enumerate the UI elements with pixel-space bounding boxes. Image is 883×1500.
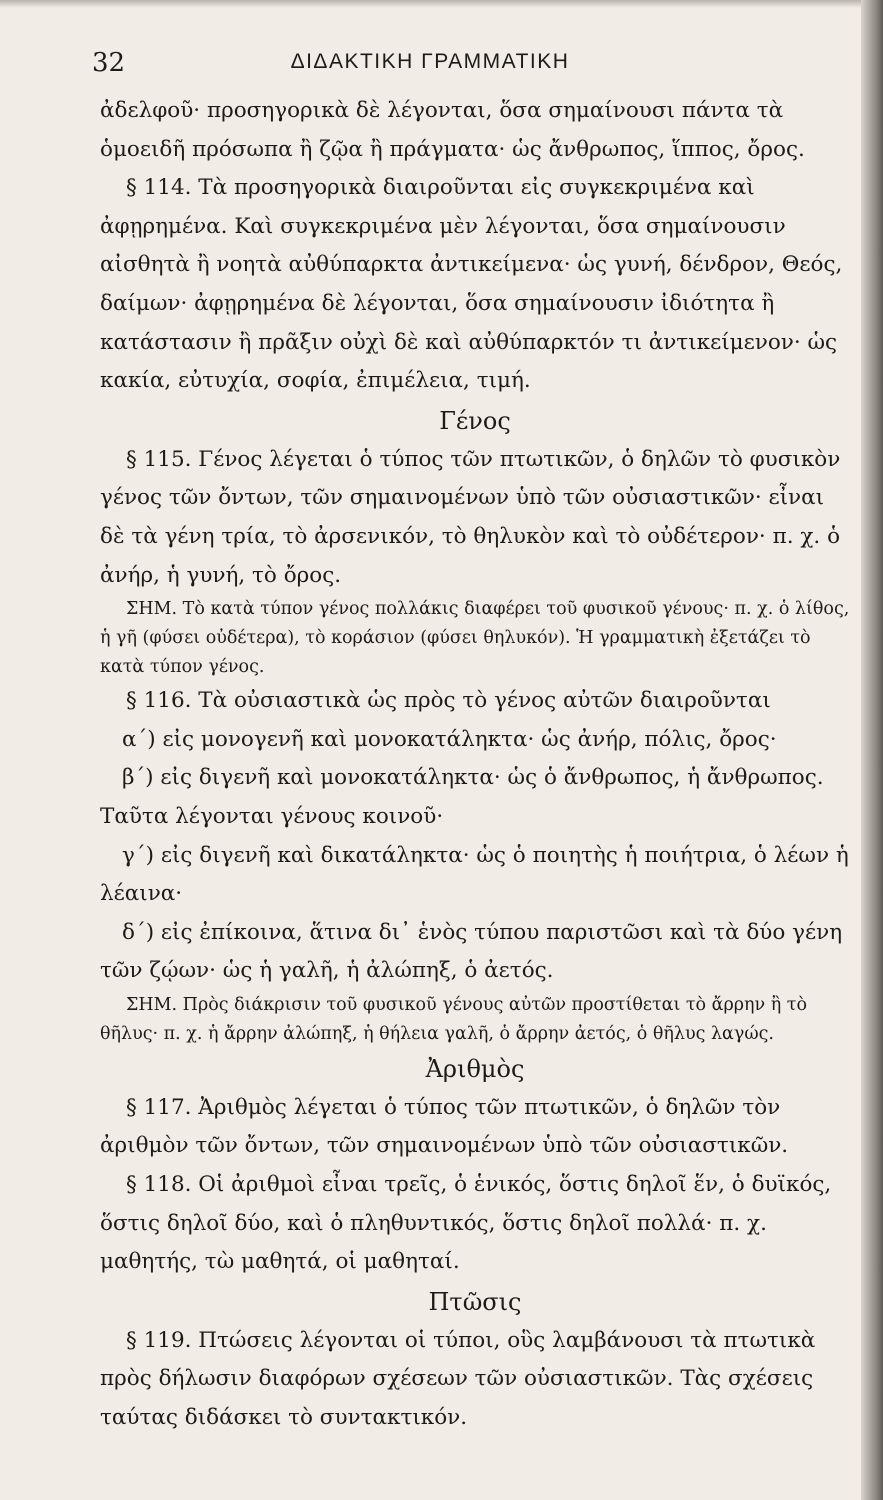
section-116-alpha: α΄) εἰς μονογενῆ καὶ μονοκατάληκτα· ὡς ἀνήρ, πόλις, ὄρος· [122, 726, 777, 752]
section-115: § 115. Γένος λέγεται ὁ τύπος τῶν πτωτικῶν, ὁ δηλῶν τὸ φυσικὸν γένος τῶν ὄντων, τῶν σημαινομένων ὑπὸ τῶν οὐσιαστικῶν· εἶναι δὲ τὰ γένη τρία, τὸ ἀρσενικόν, τὸ θηλυκὸν καὶ τὸ οὐδέτερον· π. χ. ὁ ἀνήρ, ἡ γυνή, τὸ ὄρος. [100, 446, 848, 588]
page-number: 32 [92, 48, 126, 78]
section-116: § 116. Τὰ οὐσιαστικὰ ὡς πρὸς τὸ γένος αὐτῶν διαιροῦνται [126, 688, 771, 714]
note-116: ΣΗΜ. Πρὸς διάκρισιν τοῦ φυσικοῦ γένους αὐτῶν προστίθεται τὸ ἄρρην ἢ τὸ θῆλυς· π. χ. ἡ ἄρρην ἀλώπηξ, ἡ θήλεια γαλῆ, ὁ ἄρρην ἀετός, ὁ θῆλυς λαγώς. [100, 994, 813, 1044]
section-116-gamma: γ΄) εἰς διγενῆ καὶ δικατάληκτα· ὡς ὁ ποιητὴς ἡ ποιήτρια, ὁ λέων ἡ λέαινα· [100, 842, 856, 907]
heading-genos: Γένος [439, 406, 511, 435]
running-title: ΔΙΔΑΚΤΙΚΗ ΓΡΑΜΜΑΤΙΚΗ [290, 50, 570, 73]
section-116-delta: δ΄) εἰς ἐπίκοινα, ἅτινα δι᾽ ἑνὸς τύπου παριστῶσι καὶ τὰ δύο γένη τῶν ζῴων· ὡς ἡ γαλῆ, ἡ ἀλώπηξ, ὁ ἀετός. [100, 919, 849, 984]
heading-ptosis: Πτῶσις [428, 1287, 522, 1316]
page-top-shadow [0, 0, 883, 8]
page-binding-shadow [861, 0, 883, 1500]
page-body [100, 92, 856, 1438]
section-119: § 119. Πτώσεις λέγονται οἱ τύποι, οὓς λαμβάνουσι τὰ πτωτικὰ πρὸς δήλωσιν διαφόρων σχέσεων τῶν οὐσιαστικῶν. Τὰς σχέσεις ταύτας διδάσκει τὸ συντακτικόν. [100, 1327, 823, 1431]
note-115: ΣΗΜ. Τὸ κατὰ τύπον γένος πολλάκις διαφέρει τοῦ φυσικοῦ γένους· π. χ. ὁ λίθος, ἡ γῆ (φύσει οὐδέτερα), τὸ κοράσιον (φύσει θηλυκόν). Ἡ γραμματικὴ ἐξετάζει τὸ κατὰ τύπον γένος. [100, 599, 855, 678]
section-116-beta: β΄) εἰς διγενῆ καὶ μονοκατάληκτα· ὡς ὁ ἄνθρωπος, ἡ ἄνθρωπος. Ταῦτα λέγονται γένους κοινοῦ· [100, 765, 831, 829]
page-header [0, 44, 860, 84]
section-117: § 117. Ἀριθμὸς λέγεται ὁ τύπος τῶν πτωτικῶν, ὁ δηλῶν τὸν ἀριθμὸν τῶν ὄντων, τῶν σημαινομένων ὑπὸ τῶν οὐσιαστικῶν. [100, 1094, 789, 1159]
heading-arithmos: Ἀριθμὸς [425, 1054, 525, 1083]
intro-paragraph: ἀδελφοῦ· προσηγορικὰ δὲ λέγονται, ὅσα σημαίνουσι πάντα τὰ ὁμοειδῆ πρόσωπα ἢ ζῷα ἢ πράγματα· ὡς ἄνθρωπος, ἵππος, ὄρος. [100, 98, 805, 162]
section-118: § 118. Οἱ ἀριθμοὶ εἶναι τρεῖς, ὁ ἑνικός, ὅστις δηλοῖ ἕν, ὁ δυϊκός, ὅστις δηλοῖ δύο, καὶ ὁ πληθυντικός, ὅστις δηλοῖ πολλά· π. χ. μαθητής, τὼ μαθητά, οἱ μαθηταί. [100, 1172, 839, 1275]
section-114: § 114. Τὰ προσηγορικὰ διαιροῦνται εἰς συγκεκριμένα καὶ ἀφῃρημένα. Καὶ συγκεκριμένα μὲν λέγονται, ὅσα σημαίνουσιν αἰσθητὰ ἢ νοητὰ αὐθύπαρκτα ἀντικείμενα· ὡς γυνή, δένδρον, Θεός, δαίμων· ἀφῃρημένα δὲ λέγονται, ὅσα σημαίνουσιν ἰδιότητα ἢ κατάστασιν ἢ πρᾶξιν οὐχὶ δὲ καὶ αὐθύπαρκτόν τι ἀντικείμενον· ὡς κακία, εὐτυχία, σοφία, ἐπιμέλεια, τιμή. [100, 175, 850, 394]
